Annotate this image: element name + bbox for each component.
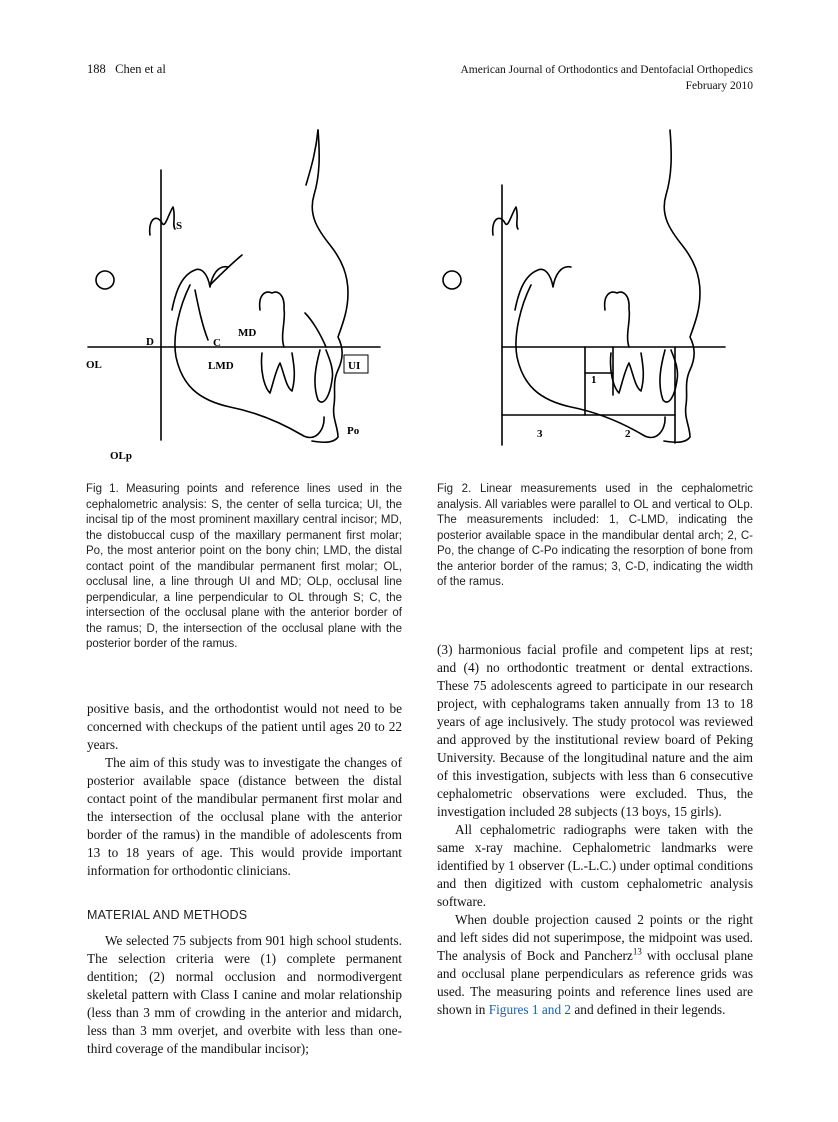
- maxilla-outline: [210, 255, 242, 285]
- paragraph-criteria: (3) harmonious facial profile and competent lips at rest; and (4) no orthodontic treatment or dental extractions. These 75 adolescents agreed to participate in our research project, with cephalograms taken annually from 13 to 18 years of age inclusively. The study protocol was reviewed and approved by the institutional review board of Peking University. Because of the longitudinal nature and the aim of this investigation, subjects with less than 6 consecutive cephalometric observations were excluded. Thus, the investigation included 28 subjects (13 boys, 15 girls).: [437, 642, 753, 819]
- label-md: MD: [238, 327, 257, 339]
- figures-link[interactable]: Figures 1 and 2: [488, 1002, 572, 1017]
- label-po: Po: [347, 425, 360, 437]
- upper-molar-outline-2: [605, 292, 630, 347]
- page-number: 188: [87, 62, 106, 76]
- label-d: D: [146, 336, 154, 348]
- label-measure-1: 1: [591, 374, 597, 386]
- label-measure-2: 2: [625, 428, 631, 440]
- issue-date: February 2010: [685, 80, 753, 92]
- upper-incisor-outline: [305, 313, 326, 347]
- soft-tissue-profile-2: [664, 130, 700, 442]
- upper-molar-outline: [260, 292, 285, 347]
- author-running-head: Chen et al: [115, 62, 166, 76]
- ramus-anterior-border: [195, 290, 208, 340]
- analysis-text-a: When double projection caused 2 points or the right and left sides did not superimpose, the midpoint was used. The analysis of Bock and Pancherz: [437, 912, 753, 963]
- figure-2-caption: Fig 2. Linear measurements used in the cephalometric analysis. All variables were parallel to OL and vertical to OLp. The measurements included: 1, C-LMD, indicating the posterior available space in the mandibular dental arch; 2, C-Po, the change of C-Po indicating the resorption of bone from the anterior border of the ramus; 3, C-D, indicating the width of the ramus.: [437, 483, 753, 588]
- paragraph-radiographs: All cephalometric radiographs were taken with the same x-ray machine. Cephalometric landmarks were identified by 1 observer (L.-L.C.) under optimal conditions and then digitized with custom cephalometric analysis software.: [437, 822, 753, 909]
- lower-incisor-outline: [315, 350, 333, 402]
- lower-molar-outline: [261, 353, 294, 393]
- paragraph-continuation: positive basis, and the orthodontist would not need to be concerned with checkups of the patient until ages 20 to 22 years.: [87, 701, 402, 752]
- ear-rod-circle: [96, 271, 114, 289]
- analysis-text-b: with occlusal plane and occlusal plane perpendiculars as reference grids was used. The measuring points and reference lines used are shown in: [437, 948, 753, 1017]
- paragraph-subjects: We selected 75 subjects from 901 high school students. The selection criteria were (1) complete permanent dentition; (2) normal occlusion and normodivergent skeletal pattern with Class I canine and molar relationship (less than 3 mm of crowding in the anterior and midarch, less than 3 mm overjet, and overbite with less than one-third coverage of the mandibular incisor);: [87, 933, 402, 1056]
- label-ui: UI: [348, 360, 361, 372]
- figure-1-diagram: [80, 125, 410, 475]
- paragraph-analysis: [437, 911, 753, 1019]
- running-header-left: [87, 62, 166, 77]
- lower-molar-outline-2: [610, 353, 643, 393]
- sella-outline-2: [493, 207, 518, 235]
- forehead-line: [306, 130, 318, 185]
- label-c: C: [213, 337, 221, 349]
- figure-1-caption: Fig 1. Measuring points and reference lines used in the cephalometric analysis: S, the center of sella turcica; UI, the incisal tip of the most prominent maxillary central incisor; MD, the distobuccal cusp of the maxillary permanent first molar; Po, the most anterior point on the bony chin; LMD, the distal contact point of the mandibular permanent first molar; OL, occlusal line, a line through UI and MD; OLp, occlusal line perpendicular, a line perpendicular to OL through S; C, the intersection of the occlusal plane with the anterior border of the ramus; D, the intersection of the occlusal plane with the posterior border of the ramus.: [86, 483, 402, 650]
- running-header-right: [460, 62, 753, 94]
- label-s: S: [176, 220, 183, 232]
- right-column: [437, 641, 753, 1019]
- reference-13[interactable]: 13: [632, 946, 642, 957]
- cranial-base-outline: [172, 267, 228, 310]
- left-column: [87, 700, 402, 1058]
- analysis-text-c: and defined in their legends.: [571, 1002, 726, 1017]
- journal-title: American Journal of Orthodontics and Dentofacial Orthopedics: [460, 64, 753, 76]
- label-lmd: LMD: [208, 360, 234, 372]
- mandible-lower-border: [175, 285, 324, 437]
- paragraph-aim: The aim of this study was to investigate the changes of posterior available space (distance between the distal contact point of the mandibular permanent first molar and the intersection of the occlusal plane with the anterior border of the ramus) in the mandible of adolescents from 13 to 18 years of age. This would provide important information for orthodontic clinicians.: [87, 755, 402, 878]
- label-ol: OL: [86, 359, 102, 371]
- label-measure-3: 3: [537, 428, 543, 440]
- sella-outline: [150, 207, 175, 235]
- figure-2-diagram: [425, 125, 760, 475]
- label-olp: OLp: [110, 450, 133, 462]
- ear-rod-circle-2: [443, 271, 461, 289]
- section-heading: MATERIAL AND METHODS: [87, 908, 248, 922]
